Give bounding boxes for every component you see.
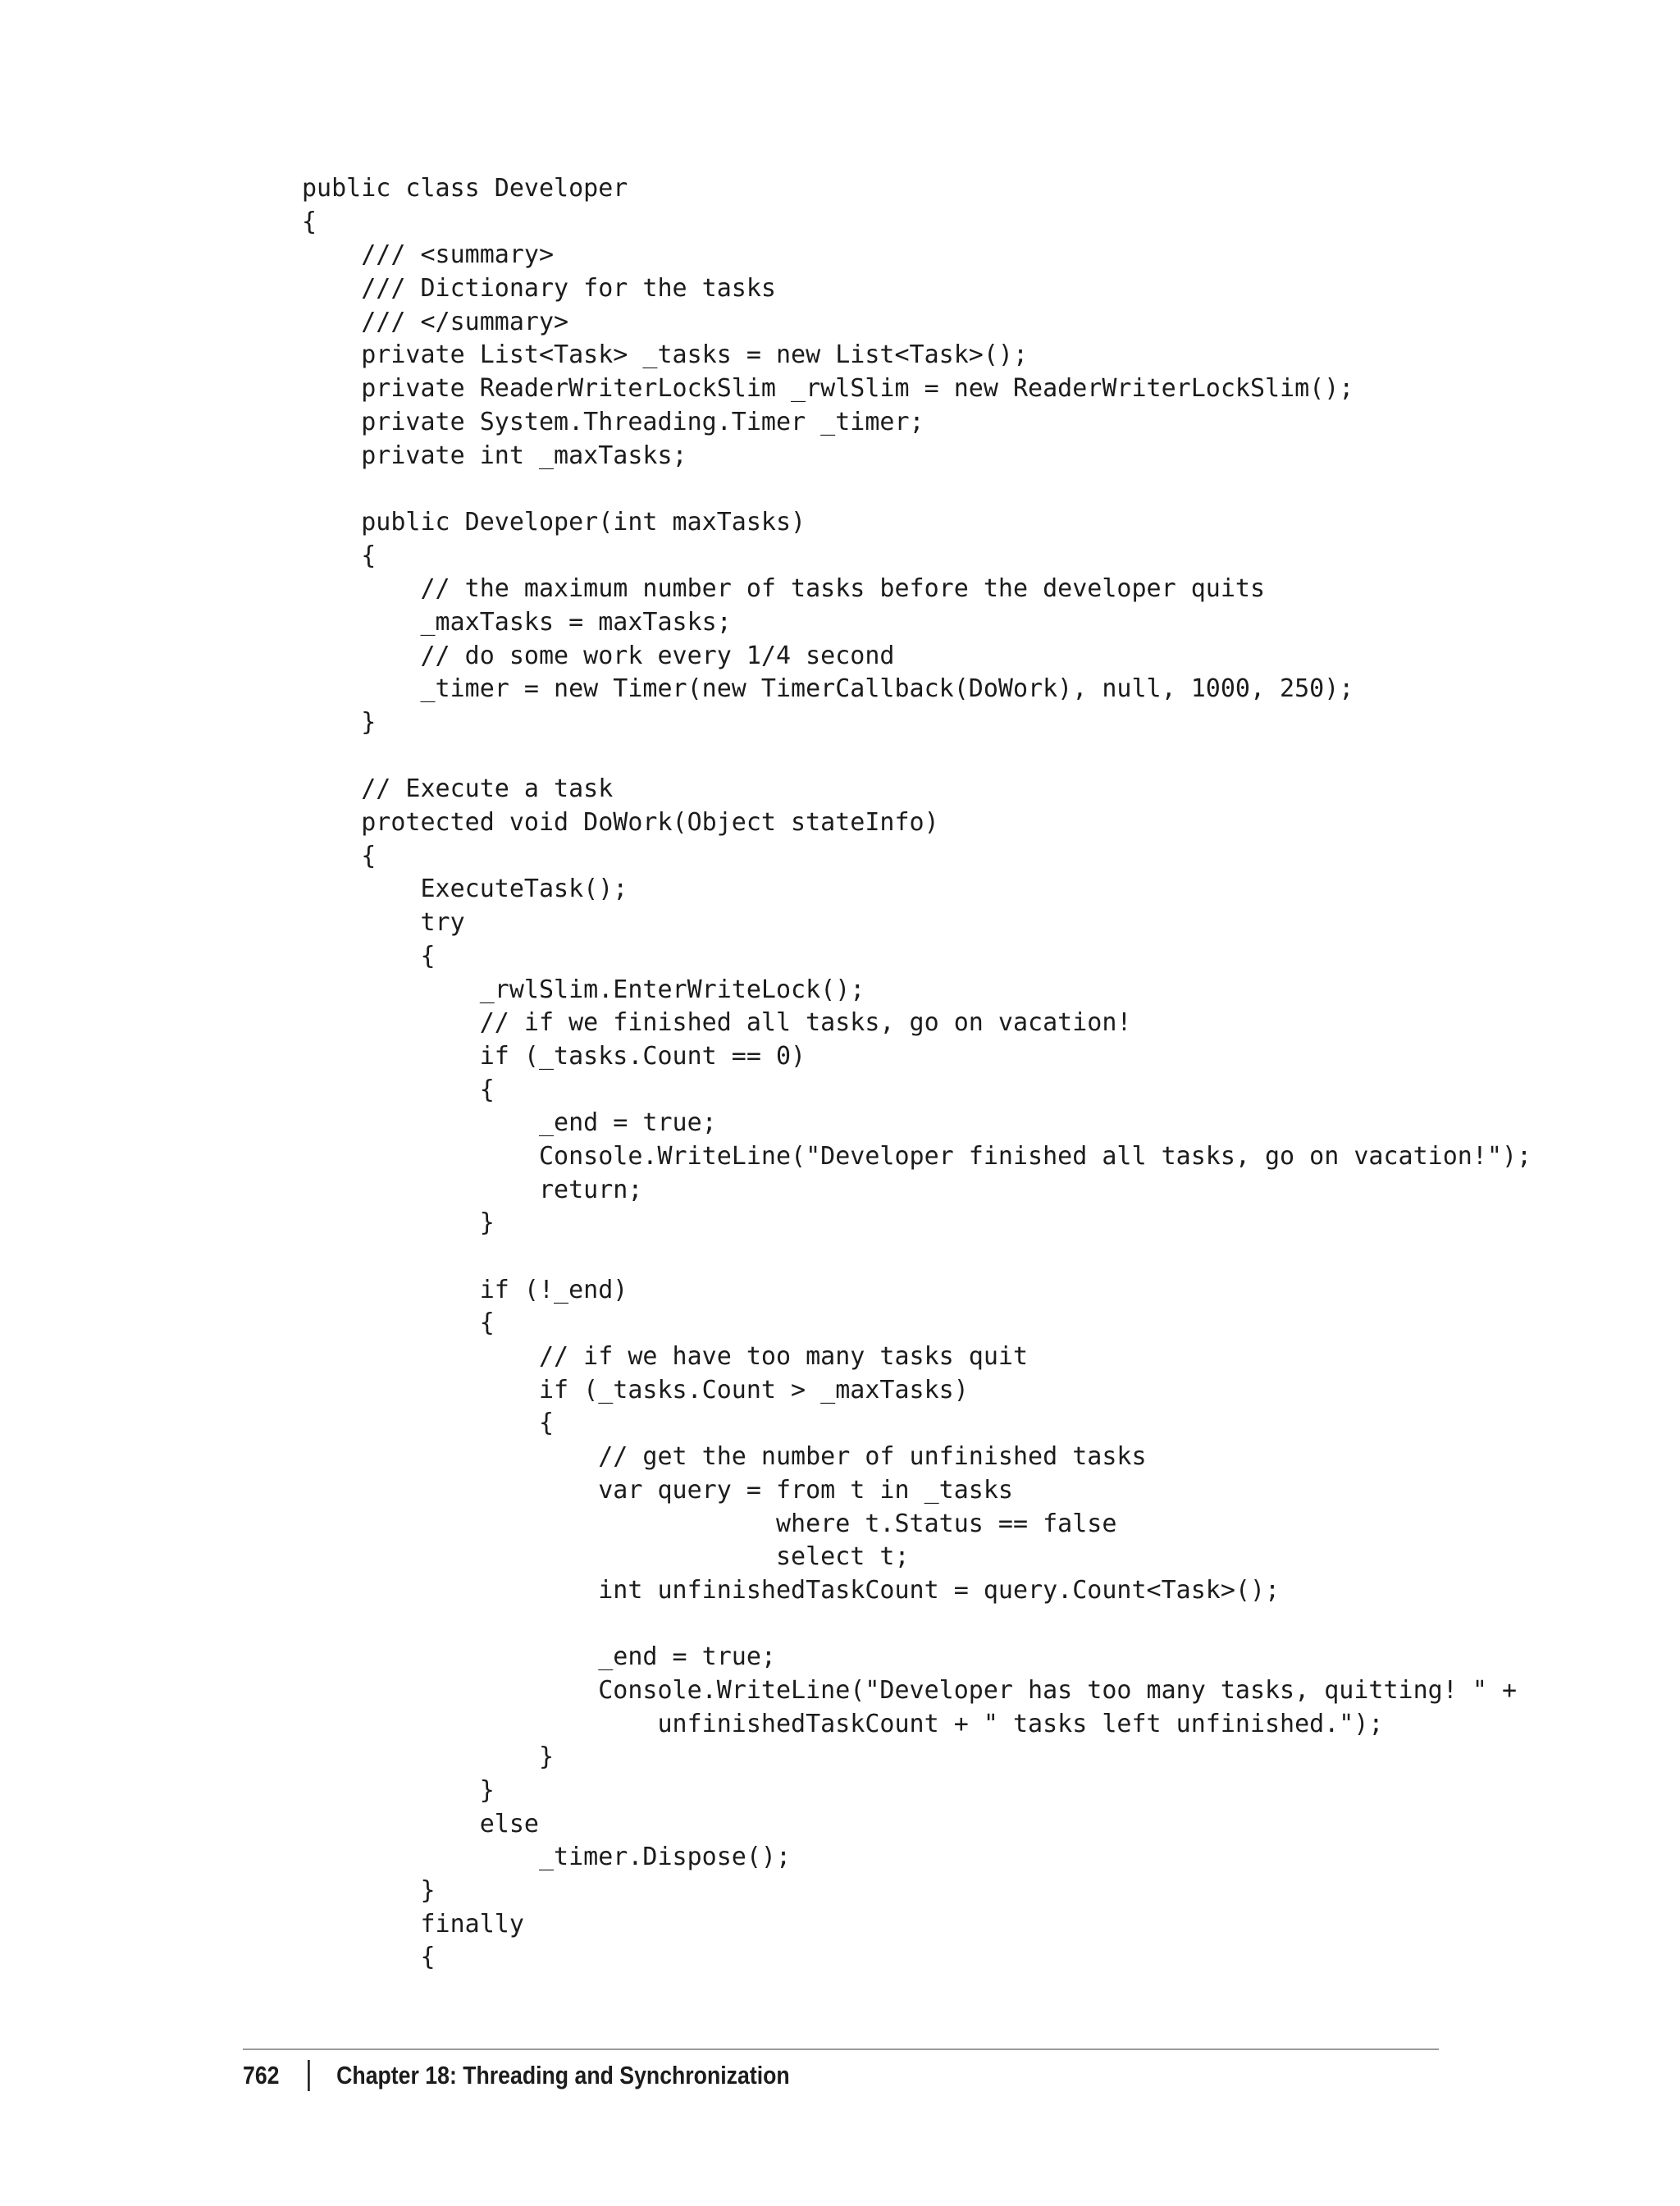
code-line: {	[302, 541, 377, 570]
code-line: // if we have too many tasks quit	[302, 1342, 1029, 1372]
code-line: unfinishedTaskCount + " tasks left unfinished.");	[302, 1709, 1384, 1738]
code-line: if (_tasks.Count == 0)	[302, 1041, 806, 1071]
code-line: select t;	[302, 1542, 910, 1572]
code-line: public Developer(int maxTasks)	[302, 507, 806, 537]
code-line: private ReaderWriterLockSlim _rwlSlim = new ReaderWriterLockSlim();	[302, 374, 1354, 404]
code-line: _end = true;	[302, 1642, 776, 1672]
code-line: {	[302, 207, 317, 236]
code-line: {	[302, 1943, 436, 1972]
code-line: {	[302, 1309, 495, 1338]
page-footer	[243, 2054, 790, 2097]
code-line: // the maximum number of tasks before the developer quits	[302, 574, 1265, 604]
code-line: {	[302, 1409, 555, 1438]
code-line: var query = from t in _tasks	[302, 1475, 1013, 1505]
code-line: }	[302, 1208, 495, 1238]
code-line: _rwlSlim.EnterWriteLock();	[302, 975, 865, 1004]
code-line: if (_tasks.Count > _maxTasks)	[302, 1375, 969, 1404]
page-number: 762	[243, 2061, 280, 2090]
code-line: // if we finished all tasks, go on vacation!	[302, 1008, 1132, 1038]
code-line: {	[302, 841, 377, 870]
code-line: public class Developer	[302, 174, 628, 203]
code-line: int unfinishedTaskCount = query.Count<Task>();	[302, 1575, 1281, 1605]
code-line: private System.Threading.Timer _timer;	[302, 407, 924, 436]
code-line: // get the number of unfinished tasks	[302, 1442, 1147, 1472]
code-line: _timer = new Timer(new TimerCallback(DoWork), null, 1000, 250);	[302, 674, 1354, 704]
code-line	[302, 1240, 1532, 1274]
code-line: }	[302, 1876, 436, 1906]
code-line: /// </summary>	[302, 307, 569, 336]
code-line: Console.WriteLine("Developer finished all tasks, go on vacation!");	[302, 1141, 1532, 1171]
code-line: // Execute a task	[302, 774, 614, 804]
code-line: Console.WriteLine("Developer has too many tasks, quitting! " +	[302, 1675, 1518, 1705]
code-line: _end = true;	[302, 1108, 717, 1138]
code-line: ExecuteTask();	[302, 875, 628, 904]
code-line: return;	[302, 1175, 643, 1204]
code-line: where t.Status == false	[302, 1509, 1117, 1538]
code-line: {	[302, 941, 436, 971]
code-line	[302, 1608, 1532, 1642]
code-listing	[302, 172, 1532, 1975]
code-line: }	[302, 1742, 555, 1772]
code-line: /// Dictionary for the tasks	[302, 274, 776, 304]
code-line: try	[302, 908, 465, 938]
code-line: _maxTasks = maxTasks;	[302, 607, 732, 637]
chapter-title: Chapter 18: Threading and Synchronization	[336, 2061, 790, 2090]
code-line: // do some work every 1/4 second	[302, 641, 895, 670]
code-line: private int _maxTasks;	[302, 441, 687, 470]
footer-separator	[308, 2060, 310, 2091]
code-line	[302, 740, 1532, 774]
code-line: protected void DoWork(Object stateInfo)	[302, 808, 939, 838]
code-line: }	[302, 1776, 495, 1805]
code-line: if (!_end)	[302, 1275, 628, 1304]
code-line: }	[302, 708, 377, 737]
code-line: _timer.Dispose();	[302, 1843, 792, 1872]
footer-rule	[243, 2048, 1439, 2050]
code-line: /// <summary>	[302, 240, 555, 270]
code-line: {	[302, 1075, 495, 1104]
code-line: private List<Task> _tasks = new List<Task>();	[302, 340, 1029, 370]
code-line	[302, 473, 1532, 506]
code-line: finally	[302, 1909, 524, 1939]
code-line: else	[302, 1809, 539, 1838]
